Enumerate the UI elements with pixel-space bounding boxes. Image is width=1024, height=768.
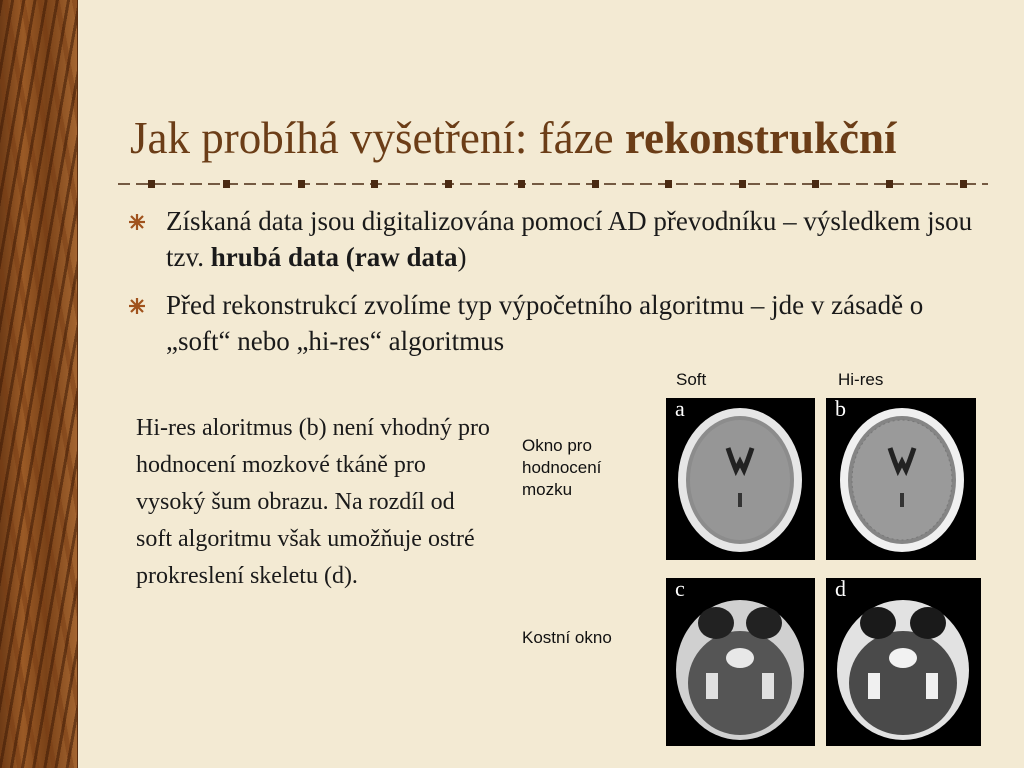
ct-scan-brain-soft [666,398,815,560]
row-label-bone-window: Kostní okno [522,628,612,647]
column-label-hires: Hi-res [838,370,884,389]
scan-label-d: d [835,576,846,601]
wood-border-decoration [0,0,78,768]
scan-label-a: a [675,396,685,421]
bullet-bold-text: hrubá data (raw data [210,242,458,272]
bullet-item: Získaná data jsou digitalizována pomocí AD převodníku – výsledkem jsou tzv. hrubá data (raw data) [128,203,988,275]
column-label-soft: Soft [676,370,707,389]
scan-label-c: c [675,576,685,601]
scan-label-b: b [835,396,846,421]
ct-scan-brain-hires [826,398,976,560]
bullet-text: Před rekonstrukcí zvolíme typ výpočetního algoritmu – jde v zásadě o „soft“ nebo „hi-res“ algoritmus [166,290,924,356]
ct-scan-bone-hires [826,578,981,746]
ct-scan-bone-soft [666,578,815,746]
title-divider [118,177,988,191]
bullet-star-icon [128,297,146,315]
bullet-text: Získaná data jsou digitalizována pomocí AD převodníku – výsledkem jsou tzv. [166,206,973,272]
explanation-paragraph: Hi-res aloritmus (b) není vhodný pro hodnocení mozkové tkáně pro vysoký šum obrazu. Na rozdíl od soft algoritmu však umožňuje ostré prokreslení skeletu (d). [136,415,490,589]
bullet-item [128,287,988,359]
bullet-star-icon [128,213,146,231]
slide-title: Jak probíhá vyšetření: fáze rekonstrukční [130,113,897,163]
row-label-brain-window: Okno pro hodnocení mozku [522,436,602,499]
